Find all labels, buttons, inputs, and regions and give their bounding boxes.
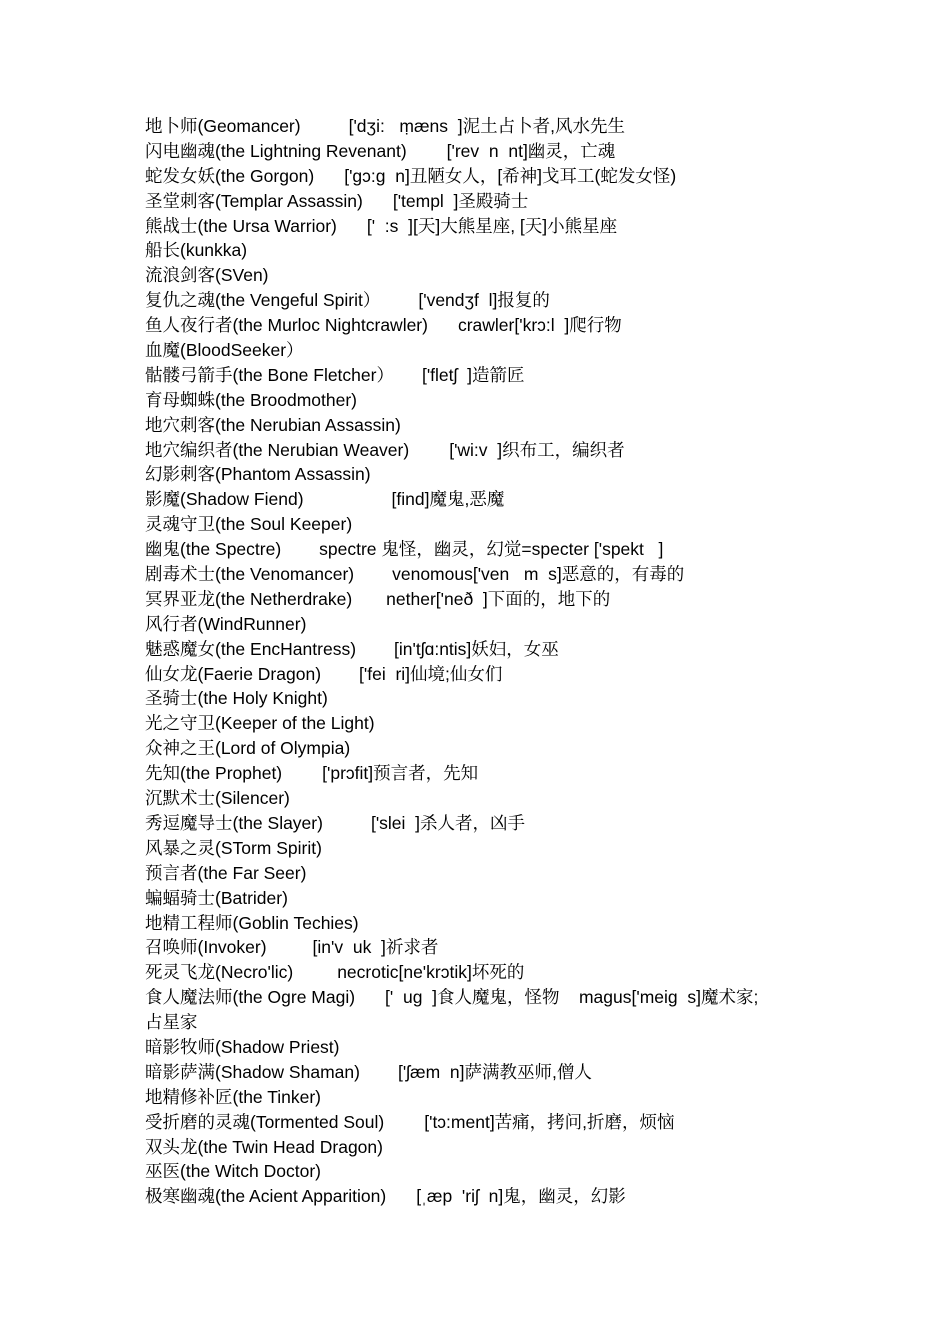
glossary-term: 蝙蝠骑士(Batrider) (145, 887, 288, 908)
glossary-line (145, 388, 835, 413)
glossary-line (145, 637, 835, 662)
glossary-term: 船长(kunkka) (145, 240, 248, 261)
glossary-line (145, 1010, 835, 1035)
glossary-line (145, 1085, 835, 1110)
glossary-line (145, 985, 835, 1010)
glossary-line (145, 438, 835, 463)
glossary-term: 影魔(Shadow Fiend) (145, 489, 304, 510)
glossary-definition: [in'v uk ]祈求者 (312, 937, 439, 958)
glossary-term: 仙女龙(Faerie Dragon) (145, 663, 322, 684)
glossary-term: 巫医(the Witch Doctor) (145, 1161, 321, 1182)
glossary-term: 死灵飞龙(Necro'lic) (145, 962, 294, 983)
glossary-line (145, 338, 835, 363)
glossary-term: 闪电幽魂(the Lightning Revenant) (145, 140, 407, 161)
glossary-definition: ['tɔ:ment]苦痛，拷问,折磨，烦恼 (424, 1111, 675, 1132)
glossary-definition: [ˌæp 'riʃ n]鬼，幽灵，幻影 (416, 1186, 626, 1207)
glossary-term: 众神之王(Lord of Olympia) (145, 738, 351, 759)
glossary-line (145, 612, 835, 637)
glossary-term: 圣堂刺客(Templar Assassin) (145, 190, 363, 211)
glossary-line (145, 487, 835, 512)
glossary-term: 预言者(the Far Seer) (145, 862, 307, 883)
glossary-line (145, 886, 835, 911)
glossary-line (145, 861, 835, 886)
glossary-term: 地穴编织者(the Nerubian Weaver) (145, 439, 410, 460)
glossary-line (145, 1035, 835, 1060)
glossary-term: 地精工程师(Goblin Techies) (145, 912, 359, 933)
glossary-definition: venomous['ven m s]恶意的，有毒的 (392, 564, 685, 585)
glossary-term: 食人魔法师(the Ogre Magi) (145, 987, 356, 1008)
glossary-term: 育母蜘蛛(the Broodmother) (145, 389, 358, 410)
glossary-term: 灵魂守卫(the Soul Keeper) (145, 514, 353, 535)
glossary-line (145, 189, 835, 214)
glossary-definition: nether['neð ]下面的，地下的 (386, 588, 611, 609)
glossary-definition: ['vendʒf l]报复的 (418, 290, 550, 311)
glossary-term: 地精修补匠(the Tinker) (145, 1086, 321, 1107)
glossary-term: 地穴刺客(the Nerubian Assassin) (145, 414, 401, 435)
glossary-term: 魅惑魔女(the EncHantress) (145, 638, 357, 659)
glossary-line (145, 811, 835, 836)
glossary-term: 暗影萨满(Shadow Shaman) (145, 1061, 360, 1082)
glossary-line (145, 836, 835, 861)
glossary-term: 先知(the Prophet) (145, 763, 283, 784)
glossary-definition: ['rev n nt]幽灵，亡魂 (446, 140, 616, 161)
glossary-term: 骷髅弓箭手(the Bone Fletcher） (145, 364, 394, 385)
glossary-term: 蛇发女妖(the Gorgon) (145, 165, 315, 186)
glossary-term: 沉默术士(Silencer) (145, 788, 290, 809)
glossary-definition: ['dʒi: ṃæns ]泥土占卜者,风水先生 (348, 116, 625, 136)
glossary-line (145, 1135, 835, 1160)
glossary-line (145, 537, 835, 562)
glossary-term: 冥界亚龙(the Netherdrake) (145, 588, 353, 609)
glossary-line (145, 935, 835, 960)
glossary-line (145, 711, 835, 736)
glossary-line (145, 911, 835, 936)
glossary-line (145, 288, 835, 313)
glossary-line (145, 214, 835, 239)
glossary-term: 流浪剑客(SVen) (145, 265, 269, 286)
glossary-definition: ['wi:v ]织布工，编织者 (449, 439, 625, 460)
glossary-term: 风行者(WindRunner) (145, 613, 307, 634)
glossary-line (145, 238, 835, 263)
glossary-line (145, 736, 835, 761)
glossary-line (145, 562, 835, 587)
glossary-term: 极寒幽魂(the Acient Apparition) (145, 1186, 387, 1207)
glossary-line (145, 263, 835, 288)
glossary-line (145, 413, 835, 438)
glossary-term: 光之守卫(Keeper of the Light) (145, 713, 375, 734)
glossary-line (145, 662, 835, 687)
glossary-term: 风暴之灵(STorm Spirit) (145, 837, 322, 858)
glossary-line (145, 139, 835, 164)
glossary-definition: crawler['krɔ:l ]爬行物 (457, 315, 622, 336)
glossary-term: 复仇之魂(the Vengeful Spirit） (145, 290, 381, 311)
glossary-definition: [' :s ][天]大熊星座, [天]小熊星座 (366, 215, 618, 236)
glossary-line (145, 1159, 835, 1184)
glossary-term: 占星家 (145, 1012, 198, 1033)
glossary-term: 剧毒术士(the Venomancer) (145, 564, 355, 585)
glossary-line (145, 587, 835, 612)
glossary-definition: [in'tʃɑ:ntis]妖妇，女巫 (394, 638, 559, 659)
glossary-term: 幽鬼(the Spectre) (145, 539, 282, 560)
glossary-definition: ['gɔ:g n]丑陋女人，[希神]戈耳工(蛇发女怪) (344, 165, 677, 186)
glossary-line (145, 363, 835, 388)
glossary-definition: [find]魔鬼,恶魔 (391, 489, 505, 510)
glossary-term: 双头龙(the Twin Head Dragon) (145, 1136, 383, 1157)
glossary-term: 圣骑士(the Holy Knight) (145, 688, 328, 709)
glossary-definition: [' ug ]食人魔鬼，怪物 magus['meig s]魔术家; (385, 987, 759, 1008)
glossary-definition: spectre 鬼怪，幽灵，幻觉=specter ['spekt ] (319, 539, 664, 560)
glossary-line (145, 960, 835, 985)
glossary-definition: ['prɔfit]预言者，先知 (322, 763, 479, 784)
glossary-definition: necrotic[ne'krɔtik]坏死的 (337, 962, 525, 983)
glossary-definition: ['fei ri]仙境;仙女们 (359, 663, 503, 684)
glossary-definition: ['ʃæm n]萨满教巫师,僧人 (397, 1061, 592, 1082)
glossary-list (145, 114, 835, 1209)
glossary-line (145, 1110, 835, 1135)
glossary-term: 熊战士(the Ursa Warrior) (145, 215, 337, 236)
glossary-term: 幻影刺客(Phantom Assassin) (145, 464, 371, 485)
glossary-definition: ['templ ]圣殿骑士 (392, 190, 529, 211)
glossary-term: 暗影牧师(Shadow Priest) (145, 1036, 340, 1057)
glossary-line (145, 1060, 835, 1085)
glossary-line (145, 786, 835, 811)
glossary-line (145, 462, 835, 487)
glossary-line (145, 164, 835, 189)
glossary-line (145, 761, 835, 786)
glossary-term: 受折磨的灵魂(Tormented Soul) (145, 1111, 385, 1132)
glossary-term: 秀逗魔导士(the Slayer) (145, 812, 323, 833)
glossary-term: 地卜师(Geomancer) (145, 116, 301, 136)
glossary-line (145, 114, 835, 139)
glossary-line (145, 512, 835, 537)
glossary-term: 血魔(BloodSeeker） (145, 340, 304, 361)
glossary-line (145, 686, 835, 711)
glossary-term: 鱼人夜行者(the Murloc Nightcrawler) (145, 315, 428, 336)
glossary-line (145, 313, 835, 338)
glossary-term: 召唤师(Invoker) (145, 937, 267, 958)
glossary-line (145, 1184, 835, 1209)
glossary-definition: ['slei ]杀人者，凶手 (370, 812, 526, 833)
glossary-definition: ['fletʃ ]造箭匠 (421, 364, 525, 385)
